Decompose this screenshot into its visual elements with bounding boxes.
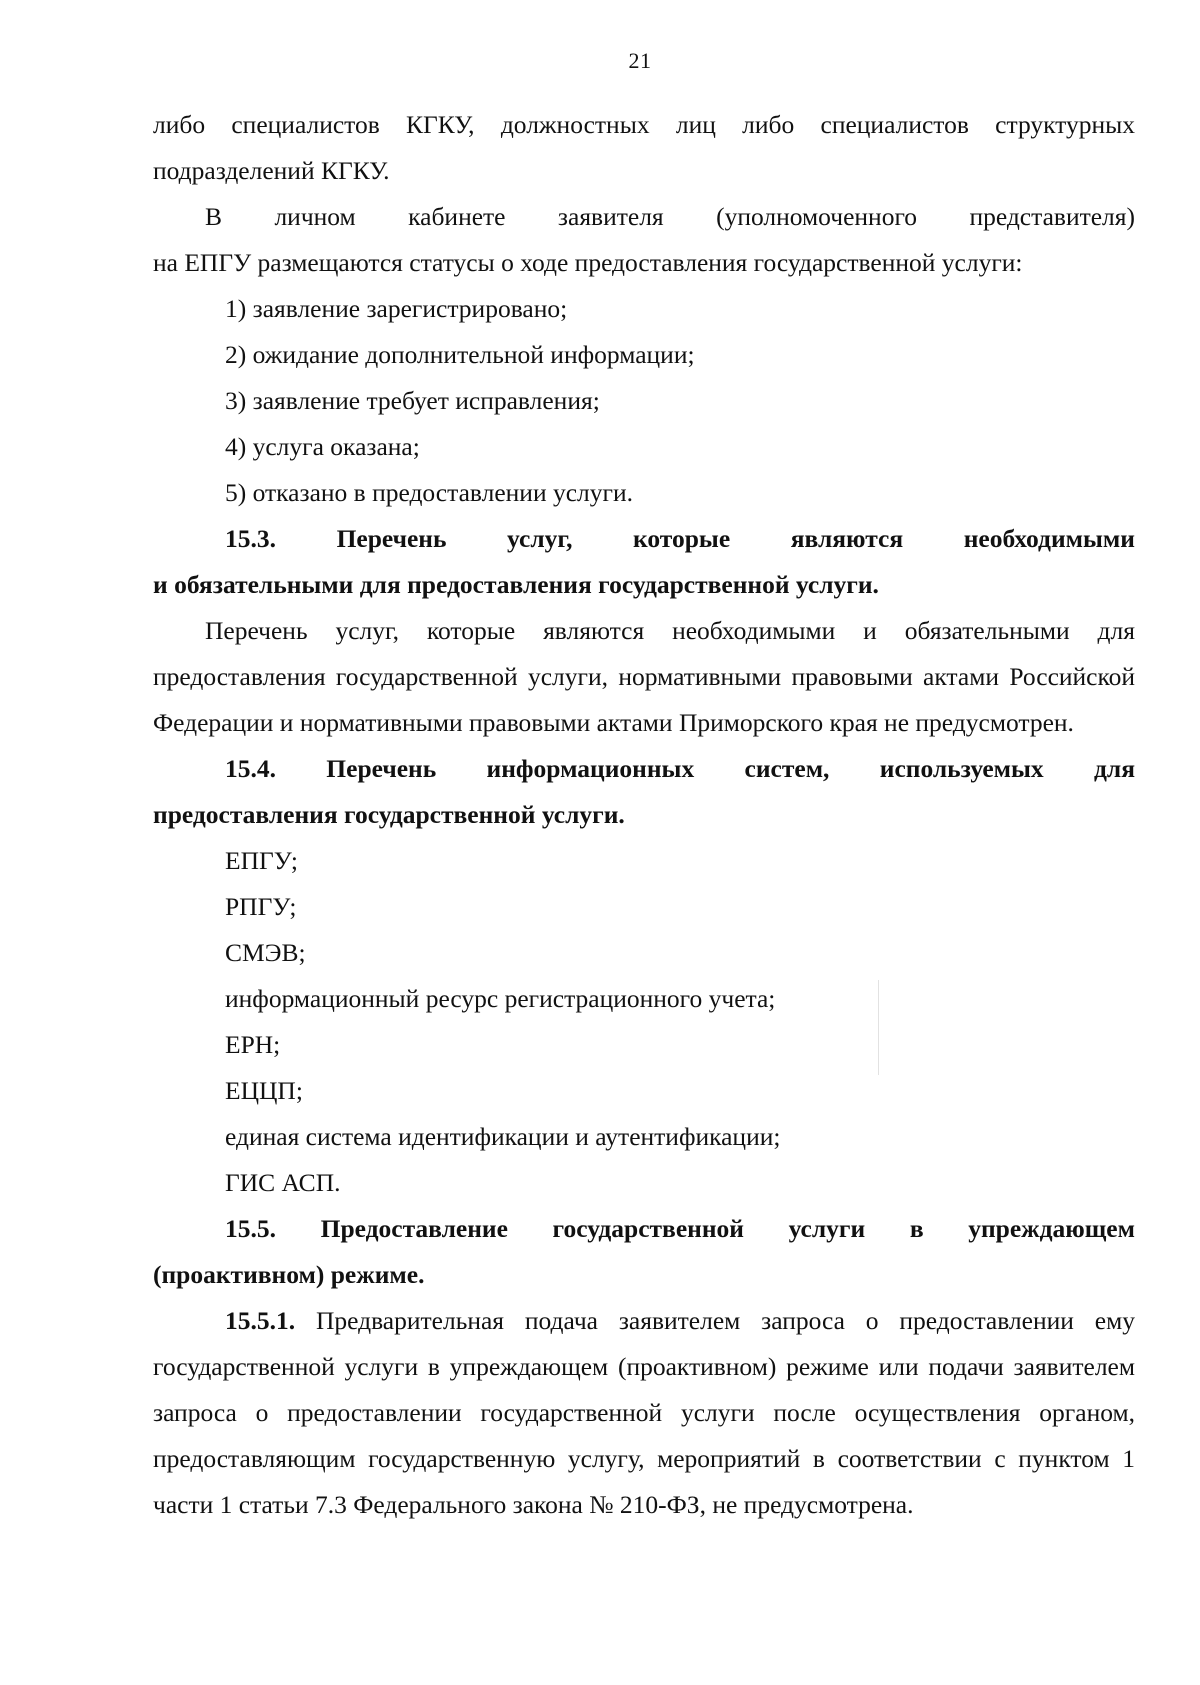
paragraph-continuation: либо специалистов КГКУ, должностных лиц либо специалистов структурных подразделений КГКУ. bbox=[153, 110, 1135, 185]
scan-artifact-line bbox=[878, 980, 879, 1075]
paragraph-15-3-body: Перечень услуг, которые являются необходимыми и обязательными для предоставления государственной услуги, нормативными правовыми актами Российской Федерации и нормативными правовыми актами Приморского края не предусмотрен. bbox=[153, 616, 1135, 737]
paragraph-15-5-1-text: Предварительная подача заявителем запроса о предоставлении ему государственной услуги в упреждающем (проактивном) режиме или подачи заявителем запроса о предоставлении государственной услуги после осуществления органом, предоставляющим государственную услугу, мероприятий в соответствии с пунктом 1 части 1 статьи 7.3 Федерального закона № 210-ФЗ, не предусмотрена. bbox=[153, 1306, 1135, 1519]
system-item: ЕПГУ; bbox=[225, 846, 298, 875]
heading-15-3-line-2: и обязательными для предоставления государственной услуги. bbox=[153, 570, 879, 599]
paragraph-personal-cabinet-line-1: В личном кабинете заявителя (уполномоченного представителя) bbox=[205, 202, 1135, 231]
system-item: ЕЦЦП; bbox=[225, 1076, 303, 1105]
system-item: ЕРН; bbox=[225, 1030, 281, 1059]
paragraph-personal-cabinet-line-2: на ЕПГУ размещаются статусы о ходе предоставления государственной услуги: bbox=[153, 248, 1023, 277]
paragraph-number: 15.5.1. bbox=[225, 1306, 296, 1335]
status-item: 1) заявление зарегистрировано; bbox=[225, 294, 568, 323]
status-item: 3) заявление требует исправления; bbox=[225, 386, 600, 415]
system-item: ГИС АСП. bbox=[225, 1168, 341, 1197]
system-item: СМЭВ; bbox=[225, 938, 306, 967]
heading-15-4-line-1: 15.4. Перечень информационных систем, используемых для bbox=[225, 754, 1135, 783]
heading-15-3-line-1: 15.3. Перечень услуг, которые являются необходимыми bbox=[225, 524, 1135, 553]
status-item: 4) услуга оказана; bbox=[225, 432, 420, 461]
heading-15-5-line-1: 15.5. Предоставление государственной услуги в упреждающем bbox=[225, 1214, 1135, 1243]
system-item: информационный ресурс регистрационного учета; bbox=[225, 984, 776, 1013]
paragraph-15-5-1 bbox=[153, 1298, 1135, 1528]
heading-15-4-line-2: предоставления государственной услуги. bbox=[153, 800, 625, 829]
status-item: 5) отказано в предоставлении услуги. bbox=[225, 478, 633, 507]
system-item: единая система идентификации и аутентификации; bbox=[225, 1122, 781, 1151]
page-number: 21 bbox=[628, 48, 652, 73]
document-body bbox=[153, 102, 1135, 1528]
system-item: РПГУ; bbox=[225, 892, 297, 921]
heading-15-5-line-2: (проактивном) режиме. bbox=[153, 1260, 425, 1289]
status-item: 2) ожидание дополнительной информации; bbox=[225, 340, 695, 369]
